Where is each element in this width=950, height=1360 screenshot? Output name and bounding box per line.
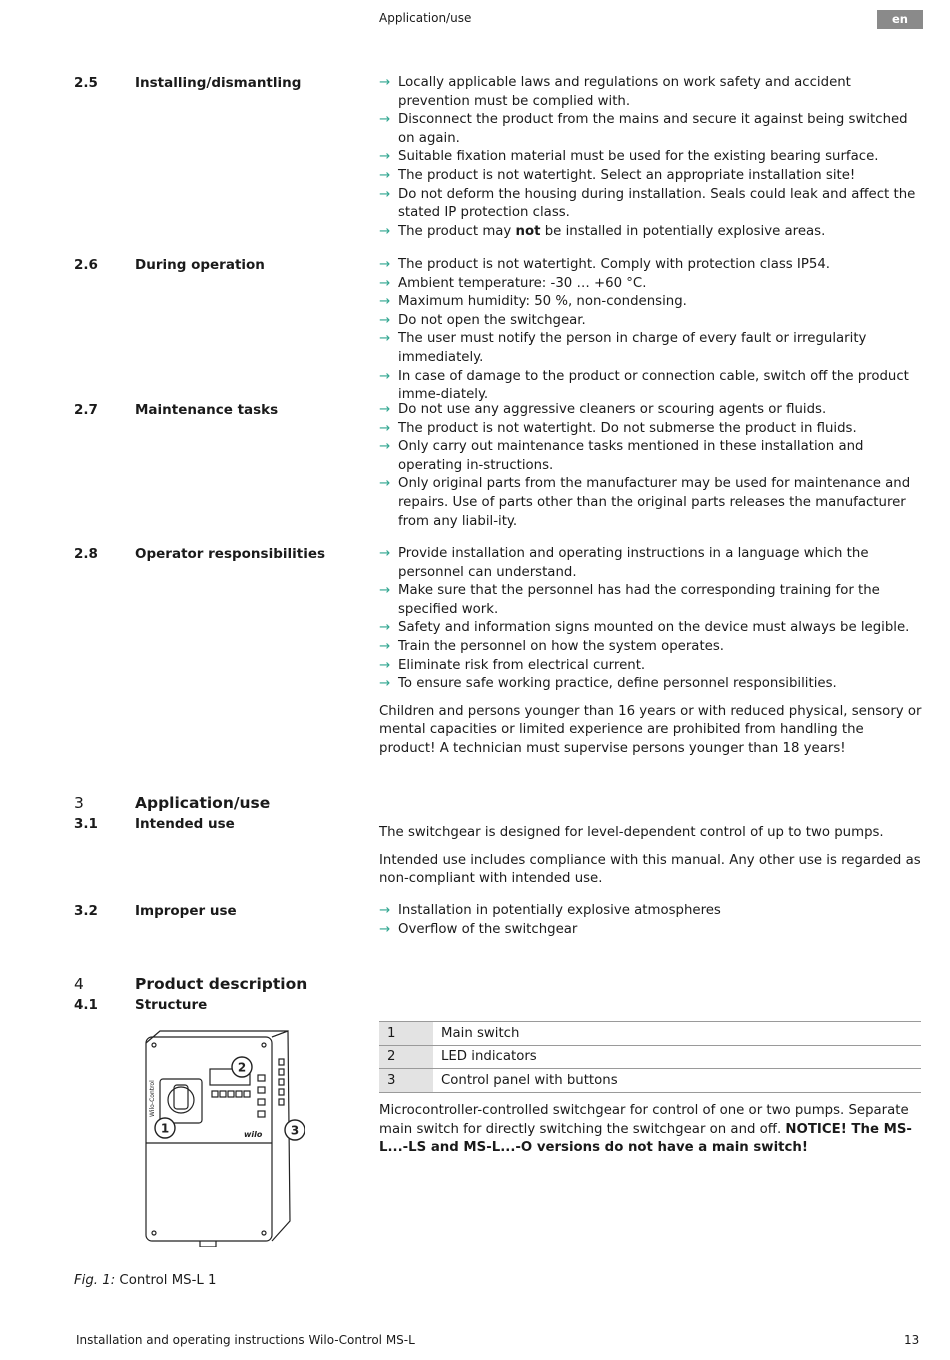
figure-caption: Fig. 1: Control MS-L 1 xyxy=(74,1273,217,1288)
list-item: → Eliminate risk from electrical current. xyxy=(379,657,922,676)
legend-label: LED indicators xyxy=(433,1045,921,1069)
legend-table xyxy=(379,1021,921,1093)
table-row xyxy=(379,1045,921,1069)
arrow-icon: → xyxy=(379,149,391,165)
bullet-list xyxy=(379,74,922,241)
section-heading: Operator responsibilities xyxy=(135,546,326,562)
list-item: → The product is not watertight. Comply with protection class IP54. xyxy=(379,256,922,275)
arrow-icon: → xyxy=(379,921,391,937)
section-number: 4.1 xyxy=(74,997,98,1013)
section-heading: Structure xyxy=(135,997,208,1013)
section-body-2-5 xyxy=(379,74,922,241)
arrow-icon: → xyxy=(379,294,391,310)
list-item: → Ambient temperature: -30 … +60 °C. xyxy=(379,275,922,294)
legend-label: Main switch xyxy=(433,1022,921,1046)
svg-text:3: 3 xyxy=(290,1123,300,1138)
chapter-heading: Application/use xyxy=(135,794,271,812)
chapter-number: 3 xyxy=(74,794,84,812)
callout-2 xyxy=(232,1057,252,1077)
section-body-2-6 xyxy=(379,256,922,405)
table-row xyxy=(379,1069,921,1093)
bullet-list xyxy=(379,401,922,531)
arrow-icon: → xyxy=(379,420,391,436)
list-item: → Only carry out maintenance tasks mentioned in these installation and operating in-structions. xyxy=(379,439,864,473)
list-item: → Suitable fixation material must be used for the existing bearing surface. xyxy=(379,148,922,167)
section-heading: Intended use xyxy=(135,816,235,832)
device-label: Wilo-Control xyxy=(149,1080,156,1117)
list-item: → Train the personnel on how the system operates. xyxy=(379,638,922,657)
section-number: 2.7 xyxy=(74,402,98,418)
arrow-icon: → xyxy=(379,275,391,291)
arrow-icon: → xyxy=(379,583,391,599)
bullet-list xyxy=(379,902,922,939)
section-number: 3.1 xyxy=(74,816,98,832)
list-item: → In case of damage to the product or connection cable, switch off the product imme-diately. xyxy=(379,368,909,403)
list-item: → To ensure safe working practice, define personnel responsibilities. xyxy=(379,675,922,694)
list-item: → Only original parts from the manufacturer may be used for maintenance and repairs. Use of parts other than the original parts releases the manufacturer from any liabil-ity. xyxy=(379,476,911,529)
notice-paragraph: Children and persons younger than 16 years or with reduced physical, sensory or mental capacities or limited experience are prohibited from handling the product! A technician must supervise persons younger than 18 years! xyxy=(379,703,922,756)
arrow-icon: → xyxy=(379,331,391,347)
paragraph: The switchgear is designed for level-dependent control of up to two pumps. xyxy=(379,825,884,840)
section-heading: Installing/dismantling xyxy=(135,75,302,91)
section-body-3-2 xyxy=(379,902,922,939)
arrow-icon: → xyxy=(379,546,391,561)
list-item: → Do not use any aggressive cleaners or scouring agents or fluids. xyxy=(379,401,922,420)
section-body-4-1 xyxy=(379,1102,922,1158)
bullet-list xyxy=(379,256,922,405)
section-heading: During operation xyxy=(135,257,265,273)
device-illustration xyxy=(140,1025,305,1247)
section-body-2-7 xyxy=(379,401,922,531)
arrow-icon: → xyxy=(379,676,391,692)
list-item: → Safety and information signs mounted on the device must always be legible. xyxy=(379,619,922,638)
list-item: → Installation in potentially explosive atmospheres xyxy=(379,902,922,921)
svg-text:2: 2 xyxy=(237,1060,247,1075)
section-body-2-8 xyxy=(379,545,922,759)
callout-1 xyxy=(155,1118,175,1138)
footer-title: Installation and operating instructions Wilo-Control MS-L xyxy=(76,1333,415,1347)
arrow-icon: → xyxy=(379,638,391,654)
list-item: → The product is not watertight. Select an appropriate installation site! xyxy=(379,167,922,186)
svg-text:1: 1 xyxy=(160,1121,170,1136)
list-item: → Make sure that the personnel has had the corresponding training for the specified work. xyxy=(379,583,880,617)
arrow-icon: → xyxy=(379,75,391,90)
section-heading: Maintenance tasks xyxy=(135,402,279,418)
list-item: → Overflow of the switchgear xyxy=(379,921,922,940)
arrow-icon: → xyxy=(379,186,391,202)
arrow-icon: → xyxy=(379,620,391,636)
arrow-icon: → xyxy=(379,402,391,417)
language-badge: en xyxy=(877,10,923,29)
section-body-3-1 xyxy=(379,824,922,889)
arrow-icon: → xyxy=(379,903,391,918)
list-item: → The product is not watertight. Do not submerse the product in fluids. xyxy=(379,420,922,439)
list-item: → Provide installation and operating instructions in a language which the personnel can understand. xyxy=(379,546,869,580)
list-item: → Do not open the switchgear. xyxy=(379,312,922,331)
running-header: Application/use xyxy=(379,11,472,25)
arrow-icon: → xyxy=(379,312,391,328)
table-row xyxy=(379,1022,921,1046)
list-item: → The product may not be installed in potentially explosive areas. xyxy=(379,223,922,242)
paragraph: Intended use includes compliance with this manual. Any other use is regarded as non-compliant with intended use. xyxy=(379,852,921,887)
arrow-icon: → xyxy=(379,476,391,492)
list-item: → Locally applicable laws and regulations on work safety and accident prevention must be complied with. xyxy=(379,75,851,109)
legend-key: 2 xyxy=(379,1045,433,1069)
chapter-heading: Product description xyxy=(135,975,308,993)
section-number: 3.2 xyxy=(74,903,98,919)
legend-label: Control panel with buttons xyxy=(433,1069,921,1093)
device-outline xyxy=(146,1031,290,1247)
arrow-icon: → xyxy=(379,657,391,673)
arrow-icon: → xyxy=(379,439,391,455)
section-number: 2.8 xyxy=(74,546,98,562)
section-heading: Improper use xyxy=(135,903,237,919)
bullet-list xyxy=(379,545,922,694)
arrow-icon: → xyxy=(379,167,391,183)
legend-key: 1 xyxy=(379,1022,433,1046)
list-item: → Maximum humidity: 50 %, non-condensing. xyxy=(379,293,922,312)
list-item: → Do not deform the housing during installation. Seals could leak and affect the stated IP protection class. xyxy=(379,186,916,221)
section-number: 2.5 xyxy=(74,75,98,91)
section-number: 2.6 xyxy=(74,257,98,273)
description-paragraph: Microcontroller-controlled switchgear for control of one or two pumps. Separate main switch for directly switching the switchgear on and off. NOTICE! The MS-L...-LS and MS-L...-O versions do not have a main switch! xyxy=(379,1103,912,1156)
list-item: → Disconnect the product from the mains and secure it against being switched on again. xyxy=(379,112,908,146)
list-item: → The user must notify the person in charge of every fault or irregularity immediately. xyxy=(379,331,867,365)
chapter-number: 4 xyxy=(74,975,84,993)
legend-key: 3 xyxy=(379,1069,433,1093)
arrow-icon: → xyxy=(379,112,391,128)
arrow-icon: → xyxy=(379,223,391,239)
arrow-icon: → xyxy=(379,257,391,272)
brand-logo: wilo xyxy=(244,1130,263,1139)
page-number: 13 xyxy=(904,1333,920,1347)
callout-3 xyxy=(285,1120,305,1140)
arrow-icon: → xyxy=(379,368,391,384)
